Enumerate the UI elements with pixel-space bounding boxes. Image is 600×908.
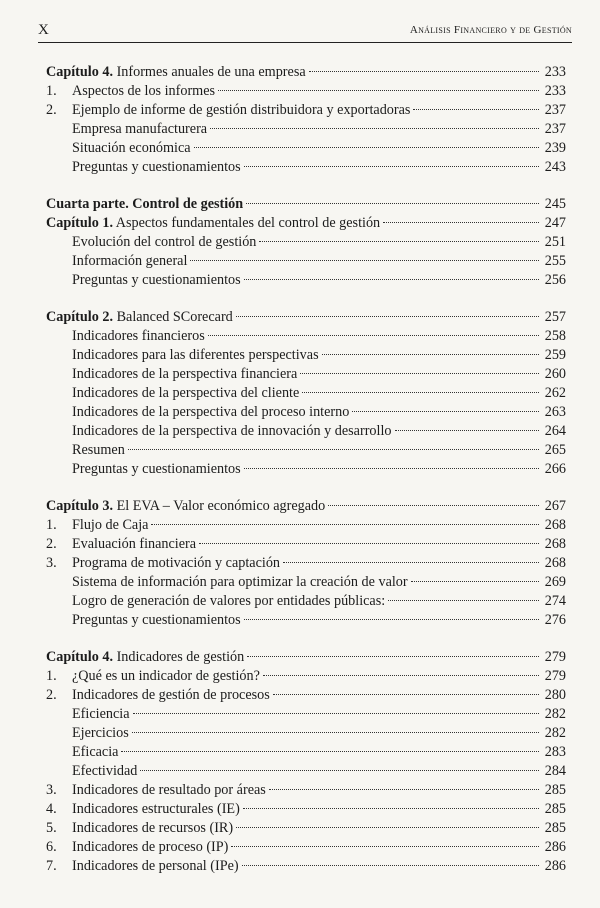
entry-title-bold: Capítulo 4. (46, 64, 114, 80)
toc-entry (46, 422, 566, 441)
entry-title-bold: Capítulo 2. (46, 309, 114, 325)
toc-entry (46, 667, 566, 686)
page-number: 267 (544, 498, 566, 514)
entry-title-text: Indicadores de la perspectiva financiera (72, 366, 298, 382)
page-number: 251 (544, 234, 566, 250)
toc-section (46, 195, 566, 290)
toc-entry (46, 535, 566, 554)
toc-entry (46, 724, 566, 743)
entry-title-text: Información general (72, 253, 188, 269)
dot-leader (236, 827, 539, 828)
table-of-contents (46, 63, 566, 894)
entry-title-text: Preguntas y cuestionamientos (72, 272, 241, 288)
entry-title-text: Informes anuales de una empresa (113, 64, 306, 80)
entry-title (72, 611, 241, 630)
toc-entry (46, 158, 566, 177)
entry-title (72, 384, 299, 403)
entry-title-text: Preguntas y cuestionamientos (72, 461, 241, 477)
entry-title-text: ¿Qué es un indicador de gestión? (72, 668, 260, 684)
entry-number: 5. (46, 820, 57, 836)
entry-title-text: Indicadores financieros (72, 328, 205, 344)
entry-title-text: Resumen (72, 442, 125, 458)
entry-title (72, 686, 270, 705)
entry-title (72, 554, 280, 573)
entry-title-text: Efectividad (72, 763, 138, 779)
entry-title (46, 195, 243, 214)
page-number: 258 (544, 328, 566, 344)
entry-number: 2. (46, 102, 57, 118)
page-number: 282 (544, 706, 566, 722)
page-number: 266 (544, 461, 566, 477)
entry-title (72, 139, 191, 158)
page-number: 286 (544, 839, 566, 855)
entry-title-text: Indicadores de la perspectiva del cliente (72, 385, 300, 401)
entry-title (46, 308, 233, 327)
dot-leader (309, 71, 539, 72)
entry-title (72, 365, 297, 384)
dot-leader (140, 770, 539, 771)
dot-leader (302, 392, 539, 393)
toc-entry (46, 233, 566, 252)
entry-title (72, 573, 408, 592)
entry-title-text: Ejemplo de informe de gestión distribuidora y exportadoras (72, 102, 411, 118)
entry-title-text: Indicadores de recursos (IR) (72, 820, 234, 836)
entry-title-text: Aspectos de los informes (72, 83, 216, 99)
entry-title-text: Indicadores de resultado por áreas (72, 782, 266, 798)
dot-leader (151, 524, 539, 525)
entry-title-text: Preguntas y cuestionamientos (72, 612, 241, 628)
toc-entry (46, 365, 566, 384)
entry-title (46, 214, 380, 233)
entry-title (72, 781, 266, 800)
entry-title (72, 705, 130, 724)
entry-title-bold: Capítulo 1. (46, 215, 114, 231)
entry-title-text: Programa de motivación y captación (72, 555, 281, 571)
entry-title-text: Ejercicios (72, 725, 129, 741)
dot-leader (322, 354, 539, 355)
toc-entry (46, 252, 566, 271)
entry-number: 2. (46, 536, 57, 552)
toc-entry (46, 82, 566, 101)
dot-leader (199, 543, 539, 544)
running-title: Análisis Financiero y de Gestión (409, 24, 572, 36)
toc-entry (46, 857, 566, 876)
entry-title (72, 535, 196, 554)
entry-title-text: Situación económica (72, 140, 191, 156)
entry-title-bold: Cuarta parte. Control de gestión (46, 196, 244, 212)
dot-leader (244, 619, 539, 620)
entry-title (72, 460, 241, 479)
page-number: 233 (544, 83, 566, 99)
entry-title (72, 233, 256, 252)
entry-number: 3. (46, 782, 57, 798)
toc-entry (46, 195, 566, 214)
page-header (38, 22, 572, 43)
entry-title (72, 441, 125, 460)
entry-title-text: Sistema de información para optimizar la creación de valor (72, 574, 408, 590)
entry-title-text: Aspectos fundamentales del control de gestión (113, 215, 381, 231)
page-number: 279 (544, 649, 566, 665)
entry-number: 2. (46, 687, 57, 703)
toc-entry (46, 554, 566, 573)
entry-title (72, 327, 205, 346)
entry-title-text: Empresa manufacturera (72, 121, 208, 137)
dot-leader (247, 656, 539, 657)
page-number: 286 (544, 858, 566, 874)
entry-title-text: Indicadores de proceso (IP) (72, 839, 229, 855)
toc-entry (46, 611, 566, 630)
page-number: 255 (544, 253, 566, 269)
page-number: 259 (544, 347, 566, 363)
dot-leader (128, 449, 539, 450)
dot-leader (244, 468, 539, 469)
page-number: 283 (544, 744, 566, 760)
page-number: 280 (544, 687, 566, 703)
toc-section (46, 648, 566, 876)
page-number: 265 (544, 442, 566, 458)
toc-entry (46, 271, 566, 290)
entry-title (72, 271, 241, 290)
dot-leader (283, 562, 539, 563)
page-number: 245 (544, 196, 566, 212)
entry-title (72, 252, 187, 271)
entry-title-text: Indicadores de gestión (113, 649, 245, 665)
dot-leader (236, 316, 539, 317)
dot-leader (121, 751, 539, 752)
toc-entry (46, 648, 566, 667)
toc-section (46, 497, 566, 630)
dot-leader (269, 789, 539, 790)
entry-title-bold: Capítulo 4. (46, 649, 114, 665)
dot-leader (231, 846, 539, 847)
entry-title-text: Logro de generación de valores por entidades públicas: (72, 593, 386, 609)
entry-title (72, 819, 233, 838)
entry-number: 1. (46, 83, 57, 99)
toc-section (46, 63, 566, 177)
entry-title (72, 101, 410, 120)
dot-leader (208, 335, 539, 336)
page-number: 233 (544, 64, 566, 80)
entry-title-text: Indicadores de la perspectiva de innovación y desarrollo (72, 423, 392, 439)
entry-title-text: Indicadores estructurales (IE) (72, 801, 240, 817)
entry-title-text: Eficiencia (72, 706, 130, 722)
dot-leader (273, 694, 539, 695)
page-number: 279 (544, 668, 566, 684)
dot-leader (383, 222, 539, 223)
dot-leader (413, 109, 539, 110)
entry-title (72, 743, 118, 762)
entry-title-text: Indicadores de la perspectiva del proceso interno (72, 404, 350, 420)
entry-title-text: Indicadores de personal (IPe) (72, 858, 239, 874)
entry-title (46, 63, 306, 82)
page-number: 276 (544, 612, 566, 628)
toc-entry (46, 120, 566, 139)
dot-leader (328, 505, 539, 506)
page-number: 237 (544, 102, 566, 118)
entry-title (72, 120, 207, 139)
entry-title (72, 403, 349, 422)
entry-number: 4. (46, 801, 57, 817)
page-number: 284 (544, 763, 566, 779)
toc-entry (46, 346, 566, 365)
entry-title-text: Eficacia (72, 744, 119, 760)
toc-entry (46, 497, 566, 516)
dot-leader (300, 373, 539, 374)
entry-title (72, 422, 392, 441)
toc-entry (46, 139, 566, 158)
entry-title-text: Indicadores de gestión de procesos (72, 687, 270, 703)
dot-leader (133, 713, 540, 714)
toc-entry (46, 384, 566, 403)
page-number: 264 (544, 423, 566, 439)
page-number: 239 (544, 140, 566, 156)
toc-entry (46, 819, 566, 838)
toc-entry (46, 781, 566, 800)
toc-entry (46, 516, 566, 535)
toc-section (46, 308, 566, 479)
dot-leader (210, 128, 539, 129)
entry-title-text: Preguntas y cuestionamientos (72, 159, 241, 175)
entry-title-text: Evaluación financiera (72, 536, 197, 552)
page-number: 256 (544, 272, 566, 288)
dot-leader (194, 147, 539, 148)
entry-title (72, 838, 228, 857)
toc-entry (46, 592, 566, 611)
entry-title (72, 724, 129, 743)
toc-entry (46, 441, 566, 460)
page-numeral: X (38, 22, 49, 38)
page-number: 237 (544, 121, 566, 137)
page-number: 268 (544, 517, 566, 533)
page-number: 268 (544, 555, 566, 571)
entry-title (72, 158, 241, 177)
toc-entry (46, 327, 566, 346)
page-number: 269 (544, 574, 566, 590)
dot-leader (132, 732, 539, 733)
toc-entry (46, 705, 566, 724)
dot-leader (263, 675, 539, 676)
dot-leader (411, 581, 539, 582)
entry-title (72, 82, 215, 101)
dot-leader (352, 411, 539, 412)
page-number: 274 (544, 593, 566, 609)
entry-title (72, 800, 240, 819)
entry-title (46, 497, 325, 516)
entry-title (46, 648, 244, 667)
toc-entry (46, 743, 566, 762)
page-number: 262 (544, 385, 566, 401)
toc-entry (46, 686, 566, 705)
entry-title-text: Balanced SCorecard (113, 309, 233, 325)
page-number: 285 (544, 801, 566, 817)
toc-entry (46, 403, 566, 422)
dot-leader (395, 430, 540, 431)
dot-leader (242, 865, 539, 866)
entry-number: 6. (46, 839, 57, 855)
page-number: 247 (544, 215, 566, 231)
entry-title-bold: Capítulo 3. (46, 498, 114, 514)
entry-title (72, 346, 319, 365)
dot-leader (244, 166, 539, 167)
entry-number: 7. (46, 858, 57, 874)
dot-leader (244, 279, 539, 280)
entry-title-text: Evolución del control de gestión (72, 234, 257, 250)
page-number: 243 (544, 159, 566, 175)
toc-entry (46, 800, 566, 819)
toc-entry (46, 762, 566, 781)
toc-entry (46, 308, 566, 327)
toc-entry (46, 838, 566, 857)
dot-leader (259, 241, 539, 242)
entry-title (72, 762, 137, 781)
toc-entry (46, 573, 566, 592)
toc-entry (46, 214, 566, 233)
toc-entry (46, 460, 566, 479)
toc-entry (46, 101, 566, 120)
entry-title (72, 667, 260, 686)
page-number: 257 (544, 309, 566, 325)
entry-title-text: Indicadores para las diferentes perspectivas (72, 347, 319, 363)
entry-title (72, 857, 239, 876)
dot-leader (218, 90, 539, 91)
entry-title (72, 592, 385, 611)
dot-leader (388, 600, 539, 601)
toc-entry (46, 63, 566, 82)
page-number: 260 (544, 366, 566, 382)
page-number: 263 (544, 404, 566, 420)
entry-number: 3. (46, 555, 57, 571)
entry-number: 1. (46, 517, 57, 533)
entry-title-text: Flujo de Caja (72, 517, 149, 533)
entry-number: 1. (46, 668, 57, 684)
page-number: 282 (544, 725, 566, 741)
dot-leader (190, 260, 539, 261)
dot-leader (246, 203, 539, 204)
dot-leader (243, 808, 539, 809)
entry-title (72, 516, 148, 535)
page-number: 268 (544, 536, 566, 552)
page-number: 285 (544, 782, 566, 798)
entry-title-text: El EVA – Valor económico agregado (113, 498, 326, 514)
page-number: 285 (544, 820, 566, 836)
